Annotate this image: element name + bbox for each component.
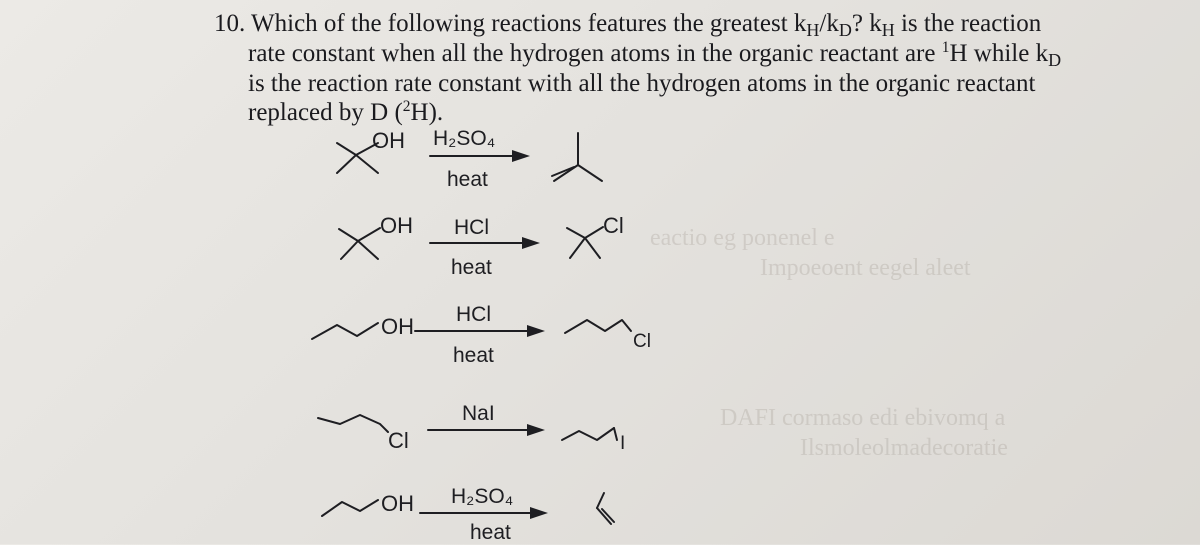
q-sub: H: [806, 19, 820, 40]
q-text: 10. Which of the following reactions features the greatest k: [214, 10, 807, 37]
reagent-label: HCl: [454, 216, 489, 239]
reagent-label: H₂SO₄: [433, 127, 496, 150]
reagent-label: HCl: [456, 303, 491, 326]
q-text: is the reaction: [894, 10, 1042, 37]
bleed-through-text: DAFI cormaso edi ebivomq a: [720, 405, 1006, 431]
product-label: I: [620, 433, 626, 454]
q-text: H).: [410, 99, 444, 126]
structure-1-chloropropane: [565, 320, 631, 333]
condition-label: heat: [453, 344, 494, 367]
reactant-label: OH: [380, 213, 413, 238]
structure-tert-butanol: [339, 228, 380, 259]
condition-label: heat: [447, 168, 488, 191]
reactant-label: OH: [381, 314, 414, 339]
arrowhead: [527, 325, 545, 337]
structure-isobutylene: [552, 133, 602, 181]
bleed-through-text: Impoeoent eegel aleet: [760, 255, 971, 281]
arrowhead: [530, 507, 548, 519]
reactant-label: OH: [381, 491, 414, 516]
bleed-through-text: Ilsmoleolmadecoratie: [800, 435, 1008, 461]
structure-1-chloropropane: [318, 415, 388, 432]
q-text: ? k: [851, 10, 882, 37]
reagent-label: H₂SO₄: [451, 485, 514, 508]
reactant-label: OH: [372, 128, 405, 153]
structure-1-propanol: [312, 323, 378, 339]
arrowhead: [522, 237, 540, 249]
question-line-3: is the reaction rate constant with all the hydrogen atoms in the organic reactant: [248, 70, 1036, 97]
structure-1-propanol: [322, 500, 378, 516]
reactant-label: Cl: [388, 428, 409, 453]
bleed-through-text: eactio eg ponenel e: [650, 225, 835, 251]
q-sub: D: [1048, 49, 1062, 70]
condition-label: heat: [470, 521, 511, 544]
q-text: H while k: [949, 40, 1049, 67]
arrowhead: [527, 424, 545, 436]
structure-tert-butyl-chloride: [567, 227, 603, 258]
structure-propene: [597, 493, 614, 524]
arrowhead: [512, 150, 530, 162]
product-label: Cl: [603, 213, 624, 238]
condition-label: heat: [451, 256, 492, 279]
product-label: Cl: [633, 331, 651, 352]
q-text: replaced by D (: [248, 99, 403, 126]
reagent-label: NaI: [462, 402, 495, 425]
q-sup: 1: [941, 39, 950, 57]
q-text: /k: [819, 10, 839, 37]
q-sub: D: [838, 19, 852, 40]
q-text: rate constant when all the hydrogen atoms in the organic reactant are: [248, 40, 942, 67]
q-sup: 2: [402, 98, 411, 116]
structure-1-iodopropane: [562, 428, 617, 440]
q-sub: H: [881, 19, 895, 40]
